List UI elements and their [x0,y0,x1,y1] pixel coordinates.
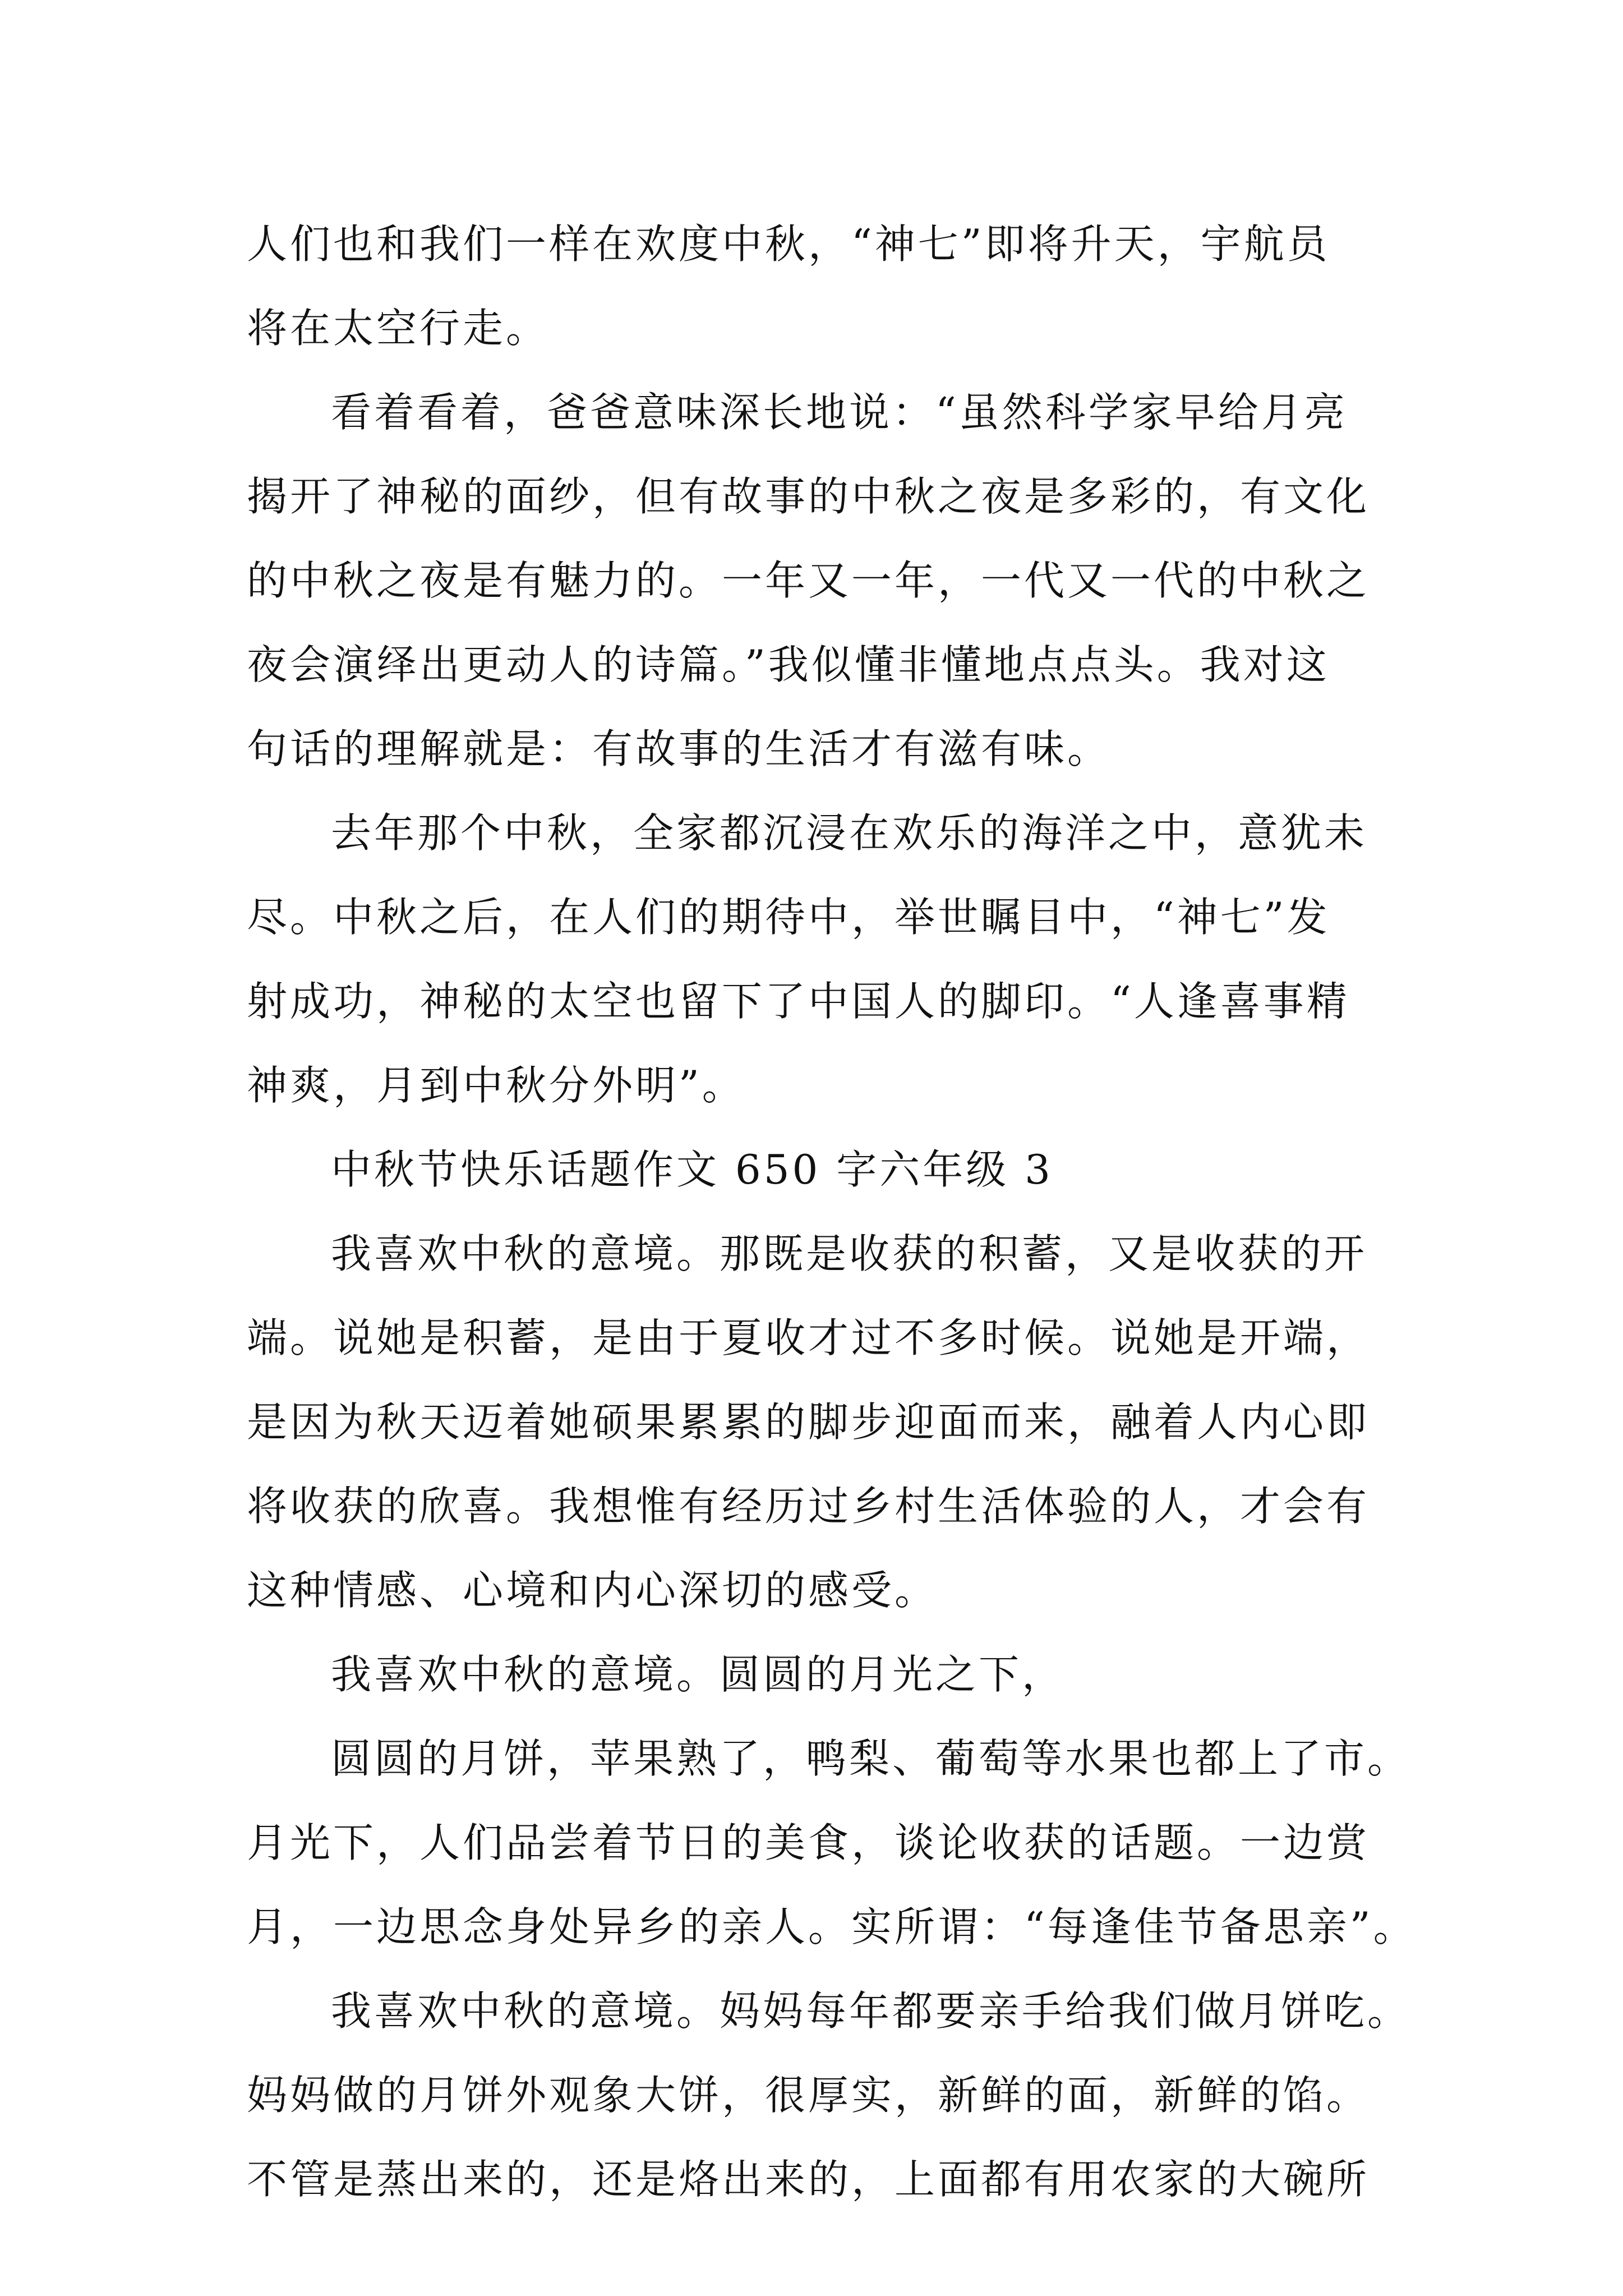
text-line: 揭开了神秘的面纱，但有故事的中秋之夜是多彩的，有文化 [247,473,1370,520]
text-line: 射成功，神秘的太空也留下了中国人的脚印。“人逢喜事精 [247,978,1350,1025]
text-line: 将在太空行走。 [247,305,550,352]
paragraph-start-line: 去年那个中秋，全家都沉浸在欢乐的海洋之中，意犹未 [331,809,1368,857]
paragraph-start-line: 圆圆的月饼，苹果熟了，鸭梨、葡萄等水果也都上了市。 [331,1735,1411,1782]
text-line: 这种情感、心境和内心深切的感受。 [247,1567,938,1614]
text-line: 神爽，月到中秋分外明”。 [247,1062,745,1109]
text-line: 月，一边思念身处异乡的亲人。实所谓：“每逢佳节备思亲”。 [247,1903,1417,1950]
text-line: 月光下，人们品尝着节日的美食，谈论收获的话题。一边赏 [247,1819,1370,1866]
paragraph-start-line: 我喜欢中秋的意境。那既是收获的积蓄，又是收获的开 [331,1230,1368,1277]
section-heading: 中秋节快乐话题作文 650 字六年级 3 [331,1146,1053,1193]
text-line: 夜会演绎出更动人的诗篇。”我似懂非懂地点点头。我对这 [247,641,1330,688]
text-line: 句话的理解就是：有故事的生活才有滋有味。 [247,725,1111,772]
paragraph-start-line: 我喜欢中秋的意境。妈妈每年都要亲手给我们做月饼吃。 [331,1987,1411,2035]
text-line: 人们也和我们一样在欢度中秋，“神七”即将升天，宇航员 [247,220,1330,268]
text-line: 端。说她是积蓄，是由于夏收才过不多时候。说她是开端， [247,1314,1370,1361]
paragraph-start-line: 我喜欢中秋的意境。圆圆的月光之下， [331,1651,1066,1698]
essay-text [247,202,1417,2221]
text-line: 不管是蒸出来的，还是烙出来的，上面都有用农家的大碗所 [247,2156,1370,2203]
text-line: 妈妈做的月饼外观象大饼，很厚实，新鲜的面，新鲜的馅。 [247,2072,1370,2119]
text-line: 尽。中秋之后，在人们的期待中，举世瞩目中，“神七”发 [247,894,1330,941]
text-line: 的中秋之夜是有魅力的。一年又一年，一代又一代的中秋之 [247,557,1370,604]
paragraph-start-line: 看着看着，爸爸意味深长地说：“虽然科学家早给月亮 [331,389,1348,436]
text-line: 将收获的欣喜。我想惟有经历过乡村生活体验的人，才会有 [247,1483,1370,1530]
text-line: 是因为秋天迈着她硕果累累的脚步迎面而来，融着人内心即 [247,1398,1370,1446]
